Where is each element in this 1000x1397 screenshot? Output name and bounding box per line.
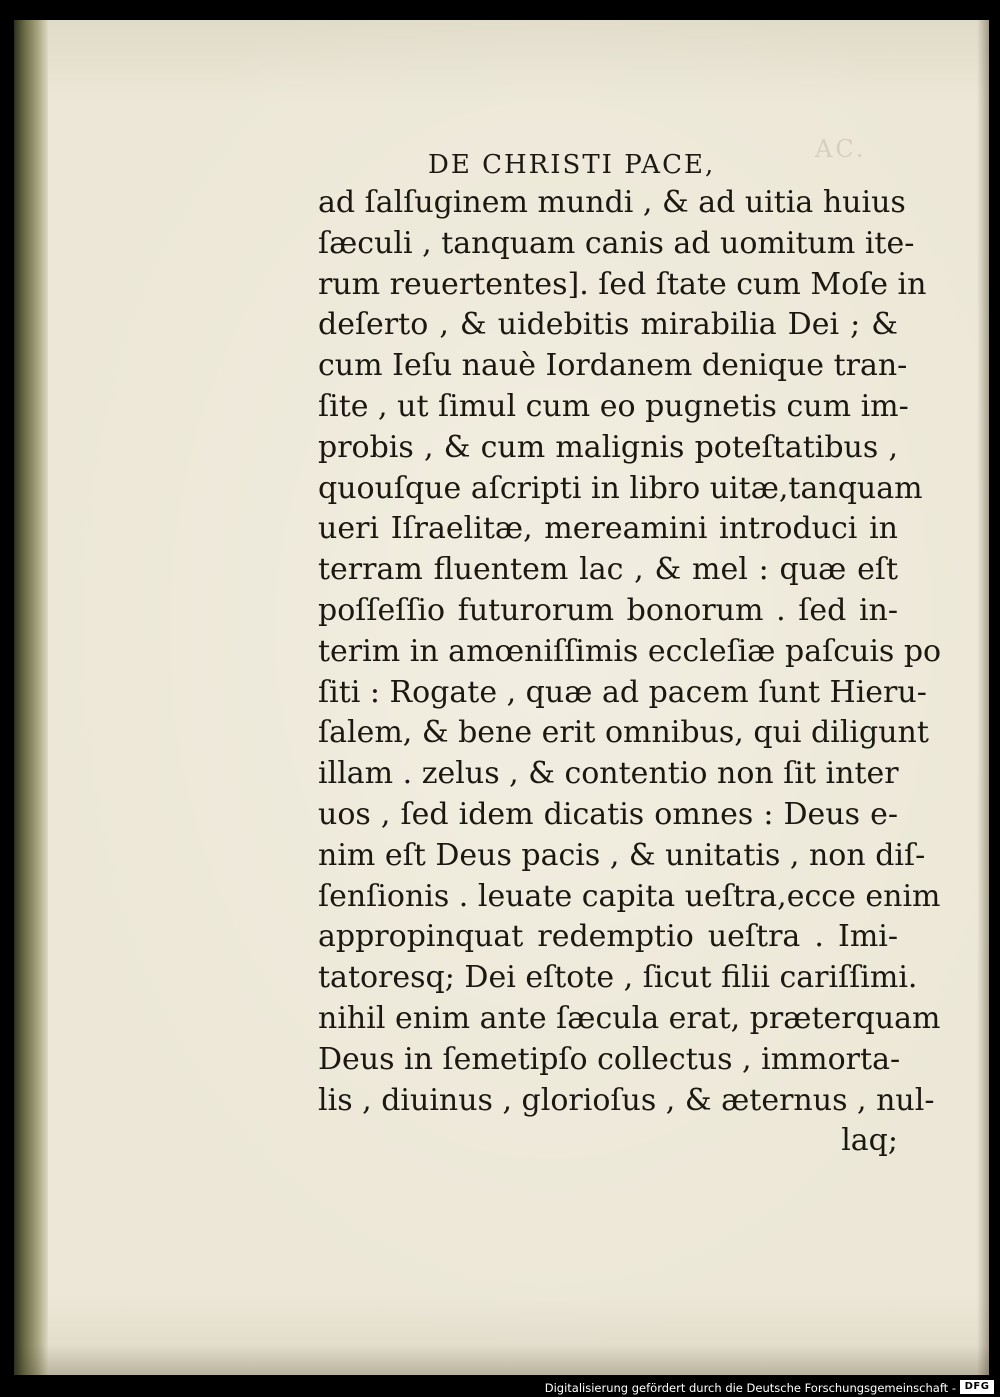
text-line: ſenſionis . leuate capita ueſtra,ecce enim xyxy=(318,878,941,914)
text-line: probis , & cum malignis poteſtatibus , xyxy=(318,429,898,465)
text-line: ſiti : Rogate , quæ ad pacem ſunt Hieru- xyxy=(318,674,927,710)
text-line: tatoresq; Dei eſtote , ſicut filii cariſſimi. xyxy=(318,960,918,996)
digitization-credit: Digitalisierung gefördert durch die Deutsche Forschungsgemeinschaft - xyxy=(544,1381,956,1395)
text-line: uos , ſed idem dicatis omnes : Deus e- xyxy=(318,796,898,832)
text-line: quouſque aſcripti in libro uitæ,tanquam xyxy=(318,470,923,506)
text-line: rum reuertentes]. ſed ſtate cum Moſe in xyxy=(318,266,927,302)
text-line: nim eſt Deus pacis , & unitatis , non diſ- xyxy=(318,837,926,873)
text-line: ad ſalſuginem mundi , & ad uitia huius xyxy=(318,185,906,220)
text-line: Deus in ſemetipſo collectus , immorta- xyxy=(318,1041,901,1077)
page-bottom-shadow xyxy=(14,1345,989,1375)
text-block xyxy=(318,183,942,1162)
text-line: cum Ieſu nauè Iordanem denique tran- xyxy=(318,348,908,384)
page-right-edge xyxy=(977,20,989,1375)
text-line: terim in amœniſſimis eccleſiæ paſcuis po xyxy=(318,633,942,669)
text-line: ſite , ut ſimul cum eo pugnetis cum im- xyxy=(318,388,909,424)
text-line: ſalem, & bene erit omnibus, qui diligunt xyxy=(318,715,929,751)
bleed-through-text: AC. xyxy=(815,135,867,163)
text-line: ueri Iſraelitæ, mereamini introduci in xyxy=(318,511,898,547)
text-line: poſſeſſio futurorum bonorum . ſed in- xyxy=(318,592,898,628)
text-line: illam . zelus , & contentio non ſit inter xyxy=(318,756,899,792)
text-line: appropinquat redemptio ueſtra . Imi- xyxy=(318,919,898,955)
text-line: ſæculi , tanquam canis ad uomitum ite- xyxy=(318,225,915,261)
book-spine-edge xyxy=(14,20,48,1375)
text-line: terram fluentem lac , & mel : quæ eſt xyxy=(318,552,898,588)
running-head: DE CHRISTI PACE, xyxy=(428,150,716,180)
text-line: nihil enim ante ſæcula erat, præterquam xyxy=(318,1000,941,1036)
catchword: laq; xyxy=(841,1123,898,1159)
text-line: deſerto , & uidebitis mirabilia Dei ; & xyxy=(318,307,898,343)
text-line: lis , diuinus , glorioſus , & æternus , nul- xyxy=(318,1082,935,1118)
dfg-logo: DFG xyxy=(960,1380,994,1394)
